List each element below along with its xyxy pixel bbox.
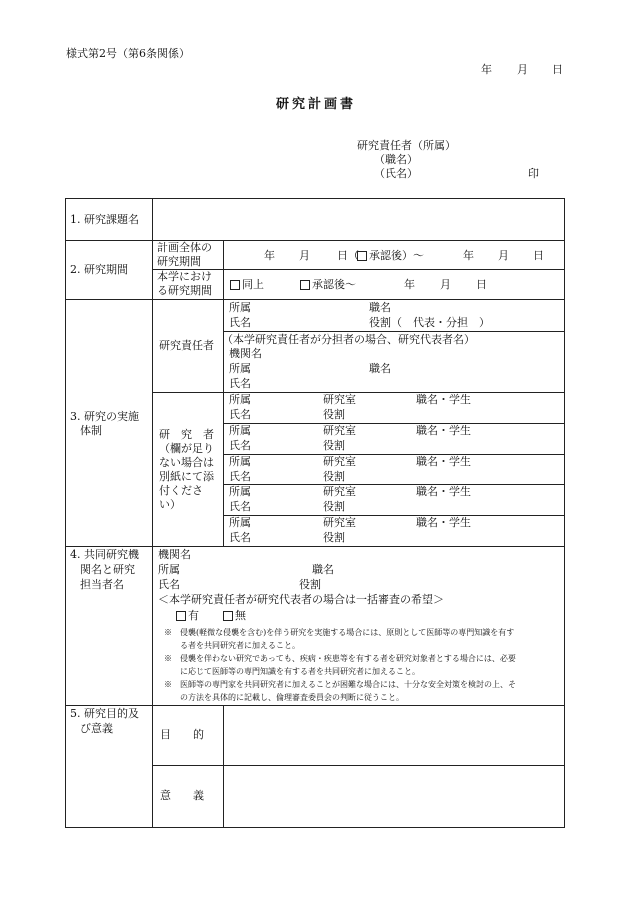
bulk-review-question: ＜本学研究責任者が研究代表者の場合は一括審査の希望＞ [158,593,444,606]
local-after-approval-checkbox[interactable] [300,280,310,290]
researchers-label-1: 研 究 者 [159,428,214,441]
leader-role: 役割（ 代表・分担 ） [369,316,490,329]
local-after-approval: 承認後～ [312,278,356,291]
leader-affiliation: 所属 [229,301,251,314]
researcher-lab: 研究室 [323,424,356,437]
leader-position: 職名 [369,301,391,314]
co-role: 役割 [299,578,321,591]
significance-label: 意 義 [160,789,204,802]
researcher-name: 氏名 [229,470,251,483]
researcher-position: 職名・学生 [416,485,471,498]
same-as-above-checkbox[interactable] [230,280,240,290]
representative-position: 職名 [369,362,391,375]
researcher-affiliation: 所属 [229,393,251,406]
after-approval-checkbox[interactable] [357,251,367,261]
document-title: 研究計画書 [276,97,357,112]
researchers-label-2: （欄が足り [159,442,214,455]
local-period-label-2: る研究期間 [157,284,212,297]
applicant-affiliation-label: 研究責任者（所属） [357,139,456,152]
leader-note: （本学研究責任者が分担者の場合、研究代表者名） [222,333,475,346]
note-2-line-2: に応じて医師等の専門知識を有する者を共同研究者に加えること。 [164,667,420,676]
overall-end-year: 年 [463,249,474,262]
researcher-role: 役割 [323,500,345,513]
applicant-position-label: （職名） [374,153,418,166]
researcher-affiliation: 所属 [229,485,251,498]
bulk-review-yes-checkbox[interactable] [176,611,186,621]
researchers-label-6: い） [159,498,181,511]
researcher-name: 氏名 [229,408,251,421]
researcher-position: 職名・学生 [416,393,471,406]
researcher-name: 氏名 [229,500,251,513]
purpose-label: 目 的 [160,728,204,741]
section-2-label: 2. 研究期間 [70,263,128,276]
section-5-label-2: び意義 [80,722,113,735]
co-position: 職名 [312,563,334,576]
researcher-position: 職名・学生 [416,455,471,468]
researchers-label-4: 別紙にて添 [159,470,214,483]
section-3-label-2: 体制 [80,424,102,437]
bulk-review-yes-label: 有 [188,609,199,622]
overall-year: 年 [264,249,275,262]
researcher-role: 役割 [323,439,345,452]
overall-period-label-2: 研究期間 [157,255,201,268]
representative-name: 氏名 [229,377,251,390]
overall-end-day: 日 [533,249,544,262]
researcher-role: 役割 [323,470,345,483]
form-number: 様式第2号（第6条関係） [66,47,190,60]
researcher-role: 役割 [323,408,345,421]
overall-day: 日（ [337,249,359,262]
note-3-line-1: ※ 医師等の専門家を共同研究者に加えることが困難な場合には、十分な安全対策を検討の上、そ [164,680,516,689]
researchers-label-3: ない場合は [159,456,214,469]
overall-end-month: 月 [498,249,509,262]
researchers-label-5: 付くださ [159,484,203,497]
co-institution: 機関名 [158,548,191,561]
bulk-review-no-checkbox[interactable] [223,611,233,621]
researcher-affiliation: 所属 [229,424,251,437]
researcher-name: 氏名 [229,439,251,452]
section-1-label: 1. 研究課題名 [70,213,139,226]
representative-institution: 機関名 [229,347,262,360]
leader-label: 研究責任者 [159,339,214,352]
overall-month: 月 [299,249,310,262]
section-4-label-2: 関名と研究 [80,563,135,576]
co-name: 氏名 [158,578,180,591]
researcher-role: 役割 [323,531,345,544]
overall-after-approval: 承認後）～ [369,249,424,262]
date-month-label: 月 [517,63,528,76]
project-title-field[interactable] [154,200,563,239]
researcher-lab: 研究室 [323,516,356,529]
local-year: 年 [404,278,415,291]
researcher-lab: 研究室 [323,485,356,498]
same-as-above-label: 同上 [242,278,264,291]
representative-affiliation: 所属 [229,362,251,375]
researcher-position: 職名・学生 [416,516,471,529]
section-3-label-1: 3. 研究の実施 [70,410,139,423]
researcher-lab: 研究室 [323,455,356,468]
co-affiliation: 所属 [158,563,180,576]
leader-name: 氏名 [229,316,251,329]
overall-period-label-1: 計画全体の [157,241,212,254]
note-2-line-1: ※ 侵襲を伴わない研究であっても、疾病・疾患等を有する者を研究対象者とする場合には、必要 [164,654,516,663]
researcher-position: 職名・学生 [416,424,471,437]
purpose-field[interactable] [225,707,563,764]
note-3-line-2: の方法を具体的に記載し、倫理審査委員会の判断に従うこと。 [164,693,404,702]
researcher-name: 氏名 [229,531,251,544]
seal-mark: 印 [528,167,539,180]
note-1-line-1: ※ 侵襲(軽微な侵襲を含む)を伴う研究を実施する場合には、原則として医師等の専門知識を有す [164,628,515,637]
local-month: 月 [440,278,451,291]
section-5-label-1: 5. 研究目的及 [70,707,139,720]
researcher-affiliation: 所属 [229,516,251,529]
section-4-label-1: 4. 共同研究機 [70,548,139,561]
applicant-name-label: （氏名） [374,167,418,180]
significance-field[interactable] [225,767,563,826]
local-period-label-1: 本学におけ [157,270,212,283]
date-year-label: 年 [481,63,492,76]
section-4-label-3: 担当者名 [80,578,124,591]
date-day-label: 日 [552,63,563,76]
bulk-review-no-label: 無 [235,609,246,622]
local-day: 日 [476,278,487,291]
note-1-line-2: る者を共同研究者に加えること。 [164,641,300,650]
researcher-affiliation: 所属 [229,455,251,468]
researcher-lab: 研究室 [323,393,356,406]
